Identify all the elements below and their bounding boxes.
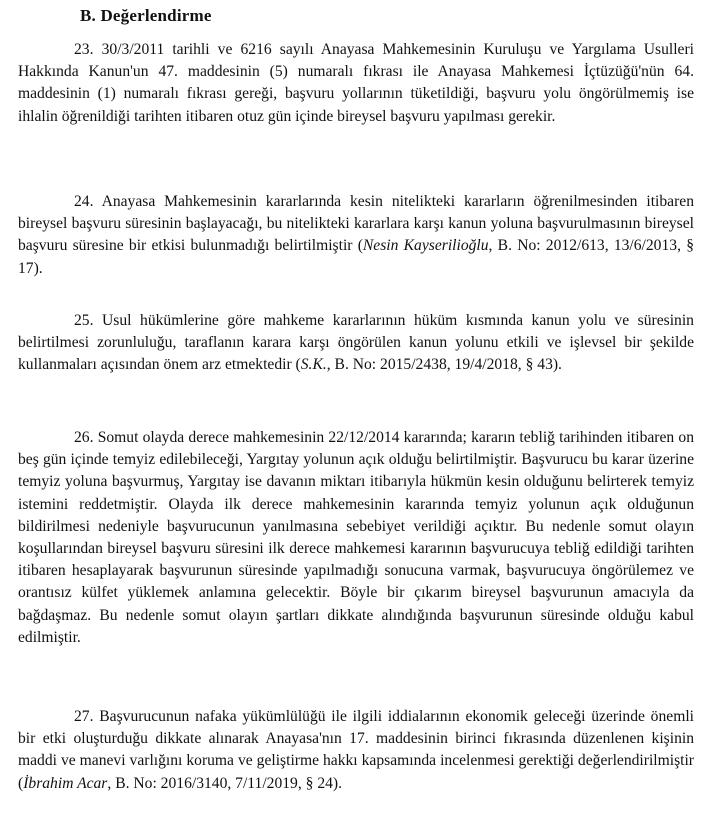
case-citation-details: , B. No: 2016/3140, 7/11/2019, § 24).: [107, 774, 343, 792]
paragraph-number: 25.: [74, 312, 94, 329]
case-citation-details: , B. No: 2012/613, 13/6/2013, § 17).: [18, 237, 694, 277]
paragraph-text: Anayasa Mahkemesinin kararlarında kesin nitelikteki kararların öğrenilmesinden itibaren bireysel başvuru süresinin başlayacağı, bu nitelikteki kararlara karşı kanun yoluna başvurulmasının bireysel başvuru süresine bir etkisi bulunmadığı belirtilmiştir (: [18, 193, 694, 255]
paragraph-text: Somut olayda derece mahkemesinin 22/12/2014 kararında; kararın tebliğ tarihinden itibaren on beş gün içinde temyiz edilebileceği, Yargıtay yolunun açık olduğu belirtilmiştir. Başvurucu bu karar üzerine temyiz yoluna başvurmuş, Yargıtay ise davanın miktarı itibarıyla hükmün kesin olduğunu belirterek temyiz istemini reddetmiştir. Olayda ilk derece mahkemesinin kararında temyiz yolunun açık olduğunun bildirilmesi nedeniyle başvurucunun yanılmasına sebebiyet verildiği açıktır. Bu nedenle somut olayın koşullarından bireysel başvuru süresini ilk derece mahkemesi kararının başvurucuya tebliğ edildiği tarihten itibaren hesaplayarak başvurunun süresinde yapılmadığı sonucuna varmak, başvurucuya öngörülemez ve orantısız külfet yüklemek anlamına gelecektir. Böyle bir çıkarım bireysel başvurunun amacıyla da bağdaşmaz. Bu nedenle somut olayın şartları dikkate alındığında başvurunun süresinde olduğu kabul edilmiştir.: [18, 429, 694, 646]
paragraph-27: [18, 706, 694, 795]
section-heading: B. Değerlendirme: [80, 6, 212, 25]
case-citation-name: İbrahim Acar: [23, 774, 108, 792]
case-citation-name: S.K.: [300, 356, 327, 374]
paragraph-text: Usul hükümlerine göre mahkeme kararlarının hüküm kısmında kanun yolu ve süresinin belirtilmesi zorunluluğu, taraflanın karara karşı öngörülen kanun yolunu etkili ve işlevsel bir şekilde kullanmaları açısından önem arz etmektedir (: [18, 312, 694, 374]
paragraph-number: 24.: [74, 193, 94, 210]
paragraph-25: [18, 310, 694, 377]
paragraph-text: Başvurucunun nafaka yükümlülüğü ile ilgili iddialarının ekonomik geleceği üzerinde önemli bir etki oluşturduğu dikkate alınarak Anayasa'nın 17. maddesinin birinci fıkrasında düzenlenen kişinin maddi ve manevi varlığını koruma ve geliştirme hakkı kapsamında incelenmesi gerektiği değerlendirilmiştir (: [18, 708, 694, 792]
case-citation-name: Nesin Kayserilioğlu: [362, 237, 489, 255]
paragraph-number: 27.: [74, 708, 94, 725]
paragraph-24: [18, 191, 694, 280]
paragraph-text: 30/3/2011 tarihli ve 6216 sayılı Anayasa Mahkemesinin Kuruluşu ve Yargılama Usulleri Hakkında Kanun'un 47. maddesinin (5) numaralı fıkrası ile Anayasa Mahkemesi İçtüzüğü'nün 64. maddesinin (1) numaralı fıkrası gereği, başvuru yollarının tüketildiği, başvuru yolu öngörülmemiş ise ihlalin öğrenildiği tarihten itibaren otuz gün içinde bireysel başvuru yapılması gerekir.: [18, 41, 694, 125]
case-citation-details: , B. No: 2015/2438, 19/4/2018, § 43).: [326, 356, 562, 374]
paragraph-number: 26.: [74, 429, 94, 446]
paragraph-number: 23.: [74, 41, 94, 58]
paragraph-26: [18, 427, 694, 649]
paragraph-23: [18, 39, 694, 128]
